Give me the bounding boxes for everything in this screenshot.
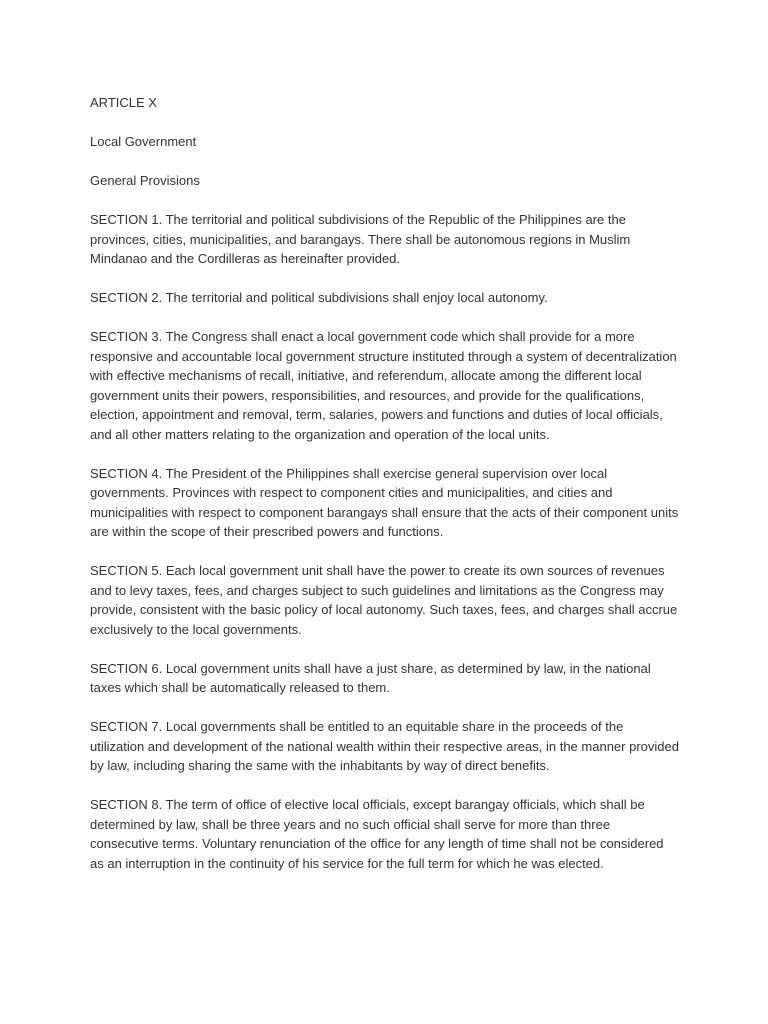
section-3-paragraph: SECTION 3. The Congress shall enact a local government code which shall provide for a more responsive and accountable local government structure instituted through a system of decentralization with effective mechanisms of recall, initiative, and referendum, allocate among the different local government units their powers, responsibilities, and resources, and provide for the qualifications, election, appointment and removal, term, salaries, powers and functions and duties of local officials, and all other matters relating to the organization and operation of the local units.: [90, 329, 677, 442]
section-2-paragraph: SECTION 2. The territorial and political subdivisions shall enjoy local autonomy.: [90, 290, 548, 305]
section-5-paragraph: SECTION 5. Each local government unit shall have the power to create its own sources of revenues and to levy taxes, fees, and charges subject to such guidelines and limitations as the Congress may provide, consistent with the basic policy of local autonomy. Such taxes, fees, and charges shall accrue exclusively to the local governments.: [90, 563, 678, 637]
document-body: [90, 93, 680, 893]
document-subtitle: General Provisions: [90, 173, 200, 188]
section-4-paragraph: SECTION 4. The President of the Philippines shall exercise general supervision over local governments. Provinces with respect to component cities and municipalities, and cities and municipalities with respect to component barangays shall ensure that the acts of their component units are within the scope of their prescribed powers and functions.: [90, 465, 679, 539]
article-heading: ARTICLE X: [90, 95, 157, 110]
section-1-paragraph: SECTION 1. The territorial and political subdivisions of the Republic of the Philippines are the provinces, cities, municipalities, and barangays. There shall be autonomous regions in Muslim Mindanao and the Cordilleras as hereinafter provided.: [90, 212, 631, 266]
section-8-paragraph: SECTION 8. The term of office of elective local officials, except barangay officials, which shall be determined by law, shall be three years and no such official shall serve for more than three consecutive terms. Voluntary renunciation of the office for any length of time shall not be considered as an interruption in the continuity of his service for the full term for which he was elected.: [90, 797, 664, 871]
section-7-paragraph: SECTION 7. Local governments shall be entitled to an equitable share in the proceeds of the utilization and development of the national wealth within their respective areas, in the manner provided by law, including sharing the same with the inhabitants by way of direct benefits.: [90, 719, 679, 773]
document-title: Local Government: [90, 134, 197, 149]
section-6-paragraph: SECTION 6. Local government units shall have a just share, as determined by law, in the national taxes which shall be automatically released to them.: [90, 660, 651, 695]
